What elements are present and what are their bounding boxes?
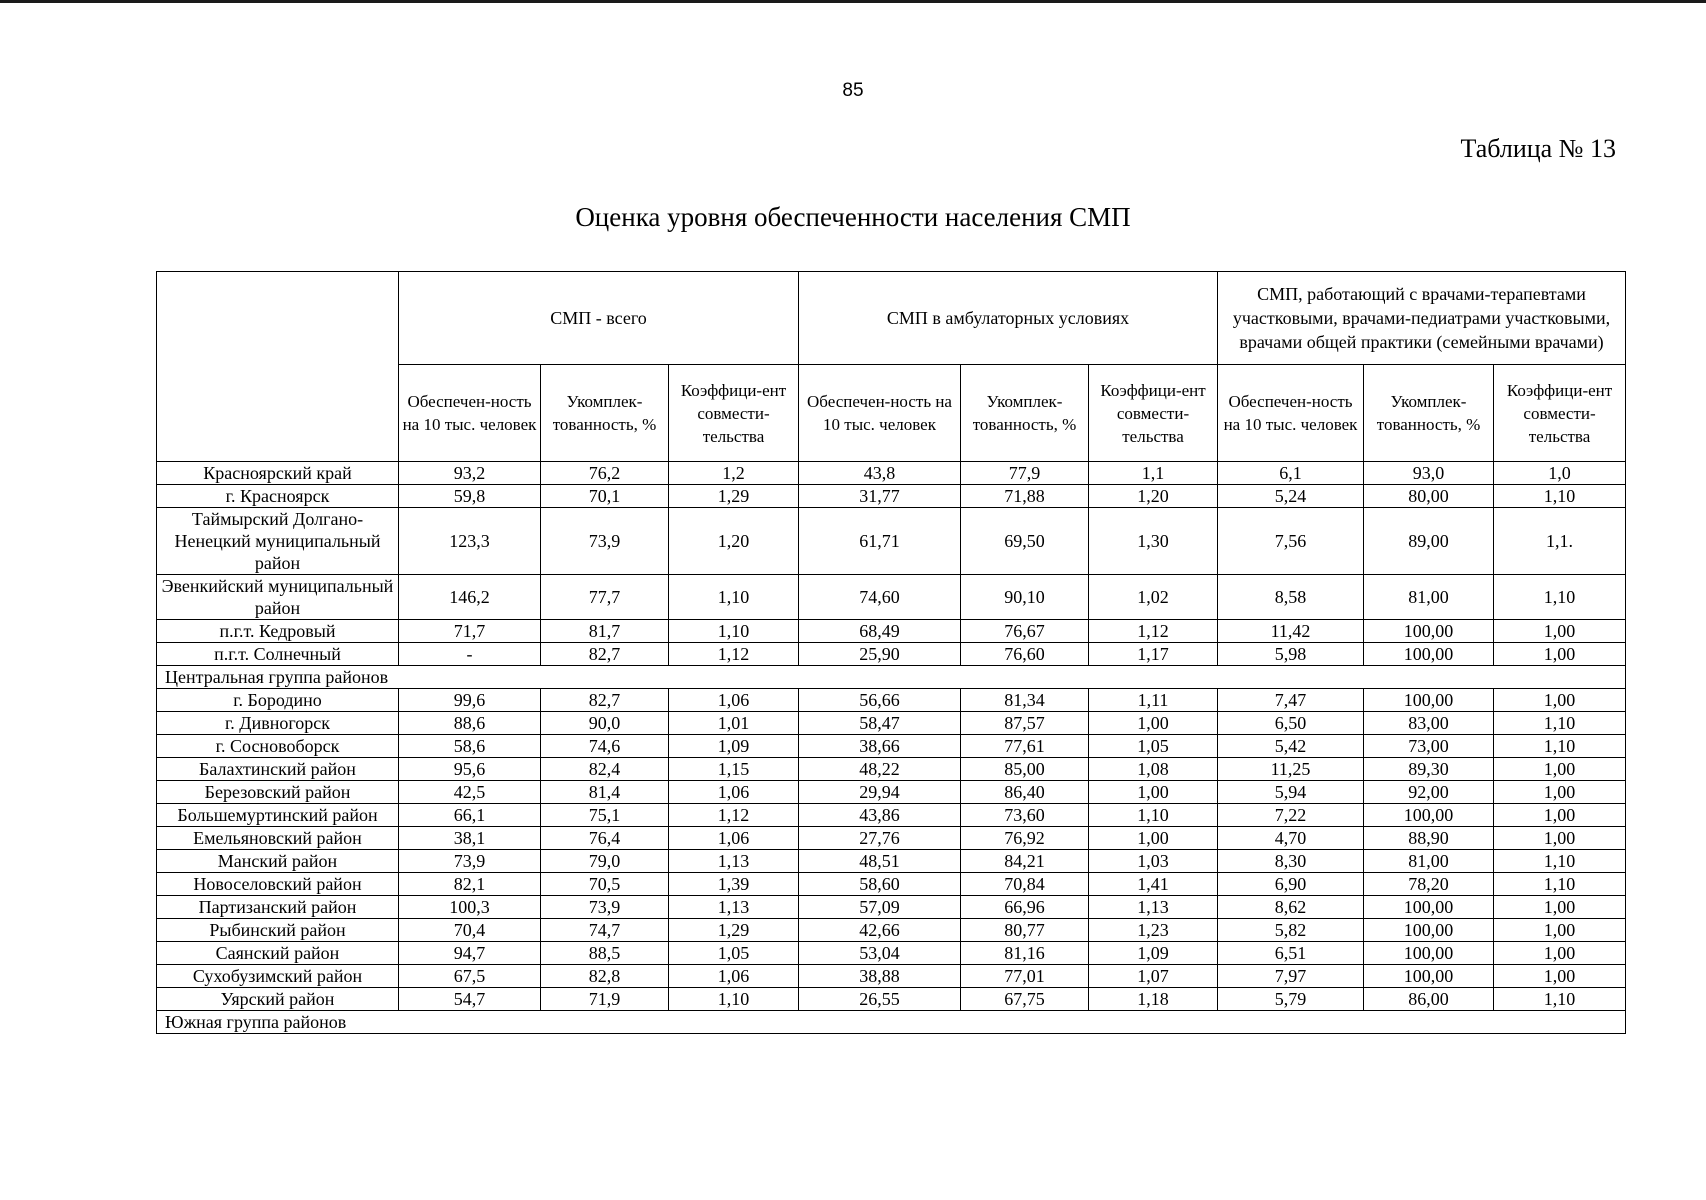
value-cell: 4,70 [1218,827,1364,850]
subheader-cell: Коэффици-ент совмести-тельства [1089,365,1218,462]
value-cell: 1,12 [1089,620,1218,643]
table-row [157,485,1626,508]
value-cell: 58,6 [399,735,541,758]
subheader-cell: Обеспечен-ность на 10 тыс. человек [399,365,541,462]
subheader-cell: Коэффици-ент совмести-тельства [669,365,799,462]
table-row [157,965,1626,988]
region-name: Уярский район [157,988,399,1011]
value-cell: 6,1 [1218,462,1364,485]
value-cell: 11,25 [1218,758,1364,781]
value-cell: 1,09 [669,735,799,758]
section-label: Центральная группа районов [157,666,1626,689]
value-cell: 81,4 [541,781,669,804]
table-row [157,462,1626,485]
value-cell: 80,00 [1364,485,1494,508]
value-cell: 42,66 [799,919,961,942]
value-cell: 1,06 [669,827,799,850]
value-cell: 25,90 [799,643,961,666]
value-cell: 81,16 [961,942,1089,965]
value-cell: 5,24 [1218,485,1364,508]
value-cell: 1,00 [1494,620,1626,643]
region-name: г. Бородино [157,689,399,712]
value-cell: 5,42 [1218,735,1364,758]
value-cell: 95,6 [399,758,541,781]
value-cell: 74,7 [541,919,669,942]
value-cell: 58,60 [799,873,961,896]
value-cell: 99,6 [399,689,541,712]
value-cell: 1,00 [1494,827,1626,850]
value-cell: 87,57 [961,712,1089,735]
value-cell: 84,21 [961,850,1089,873]
value-cell: 1,00 [1494,896,1626,919]
value-cell: 1,00 [1089,827,1218,850]
table-row [157,643,1626,666]
value-cell: 1,39 [669,873,799,896]
value-cell: 1,00 [1089,781,1218,804]
region-name: Большемуртинский район [157,804,399,827]
value-cell: 48,51 [799,850,961,873]
value-cell: 74,6 [541,735,669,758]
value-cell: 1,02 [1089,575,1218,620]
region-name: г. Дивногорск [157,712,399,735]
value-cell: 1,00 [1494,643,1626,666]
value-cell: 1,10 [1494,850,1626,873]
value-cell: 70,5 [541,873,669,896]
value-cell: 6,50 [1218,712,1364,735]
value-cell: 100,00 [1364,965,1494,988]
value-cell: 1,23 [1089,919,1218,942]
value-cell: 81,00 [1364,575,1494,620]
value-cell: 1,00 [1494,942,1626,965]
value-cell: 77,7 [541,575,669,620]
value-cell: 1,00 [1494,689,1626,712]
value-cell: 5,82 [1218,919,1364,942]
value-cell: 75,1 [541,804,669,827]
subheader-cell: Укомплек-тованность, % [961,365,1089,462]
value-cell: 88,6 [399,712,541,735]
value-cell: 68,49 [799,620,961,643]
value-cell: 1,10 [669,988,799,1011]
value-cell: 1,00 [1494,781,1626,804]
value-cell: 1,13 [669,896,799,919]
value-cell: 1,00 [1494,804,1626,827]
value-cell: 77,61 [961,735,1089,758]
section-row-south [157,1011,1626,1034]
subheader-cell: Обеспечен-ность на 10 тыс. человек [1218,365,1364,462]
table-row [157,735,1626,758]
value-cell: 1,10 [669,575,799,620]
value-cell: 1,03 [1089,850,1218,873]
value-cell: 1,2 [669,462,799,485]
value-cell: 1,13 [669,850,799,873]
value-cell: 93,2 [399,462,541,485]
value-cell: 89,00 [1364,508,1494,575]
value-cell: 1,41 [1089,873,1218,896]
value-cell: 7,56 [1218,508,1364,575]
value-cell: 11,42 [1218,620,1364,643]
value-cell: 76,67 [961,620,1089,643]
value-cell: 5,79 [1218,988,1364,1011]
region-name: Партизанский район [157,896,399,919]
value-cell: 94,7 [399,942,541,965]
value-cell: 67,5 [399,965,541,988]
value-cell: 71,9 [541,988,669,1011]
value-cell: 89,30 [1364,758,1494,781]
table-row [157,988,1626,1011]
subheader-cell: Обеспечен-ность на 10 тыс. человек [799,365,961,462]
value-cell: 1,10 [669,620,799,643]
value-cell: 1,06 [669,965,799,988]
table-header-row [157,272,1626,365]
value-cell: 100,00 [1364,620,1494,643]
region-name: Таймырский Долгано-Ненецкий муниципальный район [157,508,399,575]
value-cell: 1,10 [1494,988,1626,1011]
region-name: Емельяновский район [157,827,399,850]
value-cell: 79,0 [541,850,669,873]
value-cell: 43,8 [799,462,961,485]
value-cell: 5,94 [1218,781,1364,804]
value-cell: 1,17 [1089,643,1218,666]
value-cell: 83,00 [1364,712,1494,735]
value-cell: 70,4 [399,919,541,942]
value-cell: 1,10 [1494,575,1626,620]
value-cell: 1,29 [669,485,799,508]
value-cell: 59,8 [399,485,541,508]
section-south [157,1011,1626,1034]
value-cell: 93,0 [1364,462,1494,485]
table-row [157,712,1626,735]
region-name: п.г.т. Солнечный [157,643,399,666]
section-central [157,666,1626,689]
subheader-cell: Укомплек-тованность, % [541,365,669,462]
table-row [157,827,1626,850]
value-cell: 31,77 [799,485,961,508]
value-cell: 1,06 [669,689,799,712]
table-row [157,781,1626,804]
value-cell: 7,47 [1218,689,1364,712]
value-cell: 1,01 [669,712,799,735]
table-row [157,850,1626,873]
value-cell: 26,55 [799,988,961,1011]
value-cell: 7,97 [1218,965,1364,988]
value-cell: 73,60 [961,804,1089,827]
value-cell: 1,05 [1089,735,1218,758]
subheader-cell: Укомплек-тованность, % [1364,365,1494,462]
value-cell: 80,77 [961,919,1089,942]
value-cell: 1,29 [669,919,799,942]
value-cell: 1,10 [1494,485,1626,508]
value-cell: 85,00 [961,758,1089,781]
table-body-central [157,689,1626,1011]
region-name: Балахтинский район [157,758,399,781]
table-row [157,758,1626,781]
value-cell: 1,09 [1089,942,1218,965]
value-cell: 81,7 [541,620,669,643]
table-row [157,896,1626,919]
value-cell: 70,84 [961,873,1089,896]
value-cell: 1,10 [1494,735,1626,758]
value-cell: 1,0 [1494,462,1626,485]
value-cell: 77,01 [961,965,1089,988]
value-cell: 1,20 [669,508,799,575]
value-cell: 57,09 [799,896,961,919]
region-name: г. Красноярск [157,485,399,508]
value-cell: 1,1. [1494,508,1626,575]
value-cell: 73,9 [399,850,541,873]
value-cell: 146,2 [399,575,541,620]
value-cell: 100,00 [1364,942,1494,965]
value-cell: 100,00 [1364,919,1494,942]
section-label: Южная группа районов [157,1011,1626,1034]
value-cell: 90,0 [541,712,669,735]
value-cell: 77,9 [961,462,1089,485]
value-cell: 86,00 [1364,988,1494,1011]
value-cell: 74,60 [799,575,961,620]
value-cell: 67,75 [961,988,1089,1011]
value-cell: 7,22 [1218,804,1364,827]
page-title: Оценка уровня обеспеченности населения СМП [575,202,1131,232]
data-table [156,271,1626,1034]
page-number: 85 [842,80,864,101]
value-cell: 73,9 [541,896,669,919]
value-cell: 86,40 [961,781,1089,804]
region-name: Рыбинский район [157,919,399,942]
value-cell: 76,92 [961,827,1089,850]
group-header-smp-ambulatory: СМП в амбулаторных условиях [799,272,1218,365]
table-row [157,620,1626,643]
value-cell: 66,1 [399,804,541,827]
value-cell: 90,10 [961,575,1089,620]
value-cell: 1,15 [669,758,799,781]
value-cell: 92,00 [1364,781,1494,804]
group-header-smp-total: СМП - всего [399,272,799,365]
value-cell: 8,58 [1218,575,1364,620]
value-cell: 1,30 [1089,508,1218,575]
table-row [157,873,1626,896]
region-name: Новоселовский район [157,873,399,896]
region-name: Эвенкийский муниципальный район [157,575,399,620]
table-body-top [157,462,1626,666]
value-cell: 58,47 [799,712,961,735]
group-header-smp-with-doctors: СМП, работающий с врачами-терапевтами участковыми, врачами-педиатрами участковыми, врачами общей практики (семейными врачами) [1218,272,1626,365]
value-cell: 100,00 [1364,804,1494,827]
value-cell: 1,18 [1089,988,1218,1011]
value-cell: 100,3 [399,896,541,919]
table-row [157,942,1626,965]
value-cell: 38,88 [799,965,961,988]
value-cell: 27,76 [799,827,961,850]
value-cell: 100,00 [1364,643,1494,666]
table-row [157,919,1626,942]
value-cell: 54,7 [399,988,541,1011]
value-cell: 42,5 [399,781,541,804]
table-label: Таблица № 13 [1460,134,1616,163]
region-name: Сухобузимский район [157,965,399,988]
section-row-central [157,666,1626,689]
table-row [157,508,1626,575]
value-cell: 1,00 [1494,919,1626,942]
value-cell: 56,66 [799,689,961,712]
value-cell: 1,20 [1089,485,1218,508]
value-cell: 1,00 [1494,758,1626,781]
region-name: п.г.т. Кедровый [157,620,399,643]
value-cell: 8,62 [1218,896,1364,919]
value-cell: 123,3 [399,508,541,575]
value-cell: - [399,643,541,666]
value-cell: 6,51 [1218,942,1364,965]
region-name: Березовский район [157,781,399,804]
region-name: Красноярский край [157,462,399,485]
value-cell: 43,86 [799,804,961,827]
value-cell: 66,96 [961,896,1089,919]
table-row [157,804,1626,827]
value-cell: 82,4 [541,758,669,781]
value-cell: 1,07 [1089,965,1218,988]
value-cell: 1,08 [1089,758,1218,781]
value-cell: 100,00 [1364,896,1494,919]
value-cell: 1,1 [1089,462,1218,485]
value-cell: 8,30 [1218,850,1364,873]
value-cell: 82,8 [541,965,669,988]
value-cell: 38,1 [399,827,541,850]
value-cell: 1,00 [1494,965,1626,988]
value-cell: 88,5 [541,942,669,965]
value-cell: 82,7 [541,689,669,712]
value-cell: 1,00 [1089,712,1218,735]
region-name: г. Сосновоборск [157,735,399,758]
value-cell: 76,60 [961,643,1089,666]
value-cell: 81,00 [1364,850,1494,873]
value-cell: 1,10 [1494,712,1626,735]
value-cell: 38,66 [799,735,961,758]
value-cell: 1,10 [1494,873,1626,896]
value-cell: 76,2 [541,462,669,485]
value-cell: 1,11 [1089,689,1218,712]
value-cell: 82,7 [541,643,669,666]
value-cell: 71,88 [961,485,1089,508]
value-cell: 100,00 [1364,689,1494,712]
value-cell: 73,9 [541,508,669,575]
value-cell: 29,94 [799,781,961,804]
value-cell: 5,98 [1218,643,1364,666]
corner-header [157,272,399,462]
table-row [157,575,1626,620]
value-cell: 1,05 [669,942,799,965]
value-cell: 48,22 [799,758,961,781]
value-cell: 1,10 [1089,804,1218,827]
value-cell: 76,4 [541,827,669,850]
value-cell: 71,7 [399,620,541,643]
value-cell: 6,90 [1218,873,1364,896]
value-cell: 70,1 [541,485,669,508]
value-cell: 69,50 [961,508,1089,575]
value-cell: 82,1 [399,873,541,896]
value-cell: 1,12 [669,643,799,666]
region-name: Саянский район [157,942,399,965]
value-cell: 61,71 [799,508,961,575]
value-cell: 78,20 [1364,873,1494,896]
table-row [157,689,1626,712]
region-name: Манский район [157,850,399,873]
value-cell: 1,12 [669,804,799,827]
scan-edge [0,0,1706,3]
value-cell: 81,34 [961,689,1089,712]
value-cell: 88,90 [1364,827,1494,850]
subheader-cell: Коэффици-ент совмести-тельства [1494,365,1626,462]
value-cell: 1,13 [1089,896,1218,919]
value-cell: 73,00 [1364,735,1494,758]
value-cell: 1,06 [669,781,799,804]
value-cell: 53,04 [799,942,961,965]
